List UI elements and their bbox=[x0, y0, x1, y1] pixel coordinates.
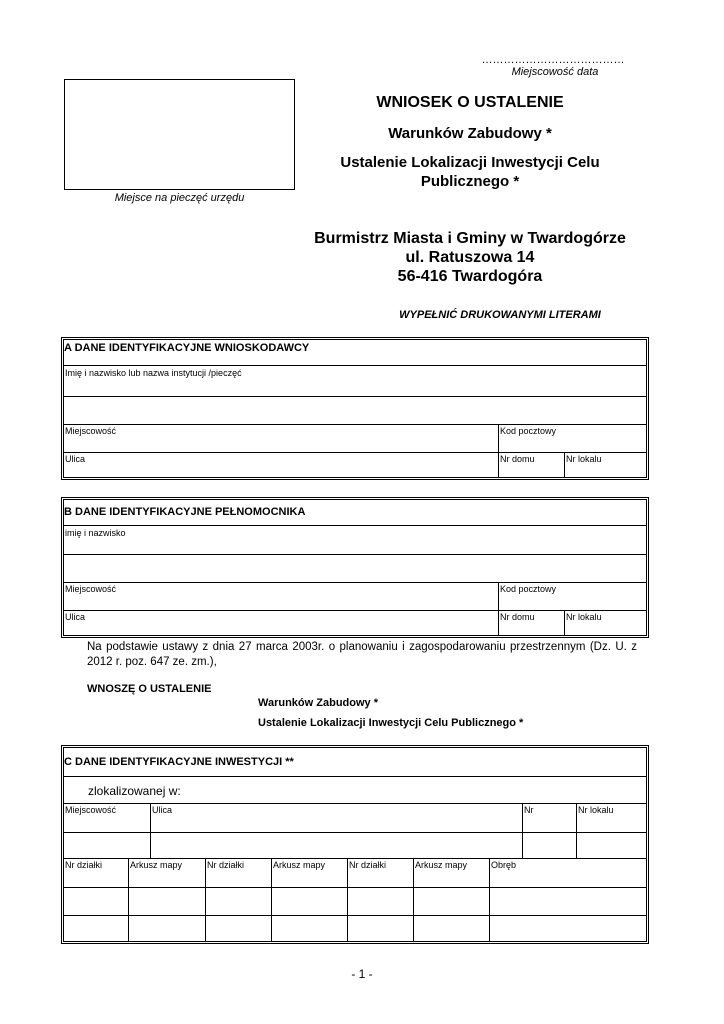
fill-instruction: WYPEŁNIĆ DRUKOWANYMI LITERAMI bbox=[399, 309, 601, 321]
stamp-area bbox=[64, 79, 295, 190]
stamp-caption: Miejsce na pieczęć urzędu bbox=[114, 192, 245, 204]
section-c-box bbox=[61, 745, 649, 944]
place-date-caption: Miejscowość data bbox=[511, 66, 599, 78]
request-heading: WNOSZĘ O USTALENIE bbox=[87, 683, 212, 695]
inv-city-label: Miejscowość bbox=[65, 805, 117, 815]
applicant-name-field[interactable] bbox=[64, 370, 646, 394]
map-sheet-label-1: Arkusz mapy bbox=[130, 860, 183, 870]
addressee bbox=[290, 229, 650, 286]
section-c-title: C DANE IDENTYFIKACYJNE INWESTYCJI ** bbox=[64, 756, 294, 768]
section-b-box bbox=[61, 497, 649, 638]
precinct-label: Obręb bbox=[491, 860, 517, 870]
page-number: - 1 - bbox=[351, 967, 373, 981]
applicant-city-label: Miejscowość bbox=[65, 426, 117, 436]
legal-basis: Na podstawie ustawy z dnia 27 marca 2003r. o planowaniu i zagospodarowaniu przestrzennym (Dz. U. z 2012 r. poz. 647 ze. zm.), bbox=[87, 641, 637, 668]
proxy-flat-label: Nr lokalu bbox=[566, 612, 602, 622]
addressee-street: ul. Ratuszowa 14 bbox=[405, 249, 535, 266]
request-option-2: Ustalenie Lokalizacji Inwestycji Celu Publicznego * bbox=[258, 717, 524, 729]
applicant-name-label: Imię i nazwisko lub nazwa instytucji /pieczęć bbox=[65, 368, 242, 378]
section-a-title: A DANE IDENTYFIKACYJNE WNIOSKODAWCY bbox=[64, 342, 310, 354]
proxy-house-label: Nr domu bbox=[500, 612, 535, 622]
proxy-street-label: Ulica bbox=[65, 612, 86, 622]
proxy-city-label: Miejscowość bbox=[65, 584, 117, 594]
applicant-postal-label: Kod pocztowy bbox=[500, 426, 557, 436]
applicant-house-label: Nr domu bbox=[500, 454, 535, 464]
inv-nr-label: Nr bbox=[524, 805, 534, 815]
document-title: WNIOSEK O USTALENIE bbox=[376, 94, 564, 111]
addressee-name: Burmistrz Miasta i Gminy w Twardogórze bbox=[314, 230, 626, 247]
proxy-name-label: imię i nazwisko bbox=[65, 528, 126, 538]
plot-number-label-3: Nr działki bbox=[349, 860, 387, 870]
request-option-1: Warunków Zabudowy * bbox=[258, 697, 378, 709]
inv-flat-label: Nr lokalu bbox=[578, 805, 614, 815]
title-option-1: Warunków Zabudowy * bbox=[388, 125, 552, 142]
addressee-city: 56-416 Twardogóra bbox=[397, 268, 543, 285]
proxy-postal-label: Kod pocztowy bbox=[500, 584, 557, 594]
map-sheet-label-3: Arkusz mapy bbox=[415, 860, 468, 870]
located-label: zlokalizowanej w: bbox=[88, 784, 181, 798]
plot-number-label-2: Nr działki bbox=[207, 860, 245, 870]
inv-street-label: Ulica bbox=[152, 805, 173, 815]
title-option-2: Ustalenie Lokalizacji Inwestycji Celu Publicznego * bbox=[340, 154, 600, 190]
plot-number-label-1: Nr działki bbox=[65, 860, 103, 870]
map-sheet-label-2: Arkusz mapy bbox=[273, 860, 326, 870]
section-a-box bbox=[61, 337, 649, 480]
applicant-flat-label: Nr lokalu bbox=[566, 454, 602, 464]
applicant-street-label: Ulica bbox=[65, 454, 86, 464]
date-dots: ………………………………… bbox=[481, 54, 625, 66]
section-b-title: B DANE IDENTYFIKACYJNE PEŁNOMOCNIKA bbox=[64, 506, 306, 518]
